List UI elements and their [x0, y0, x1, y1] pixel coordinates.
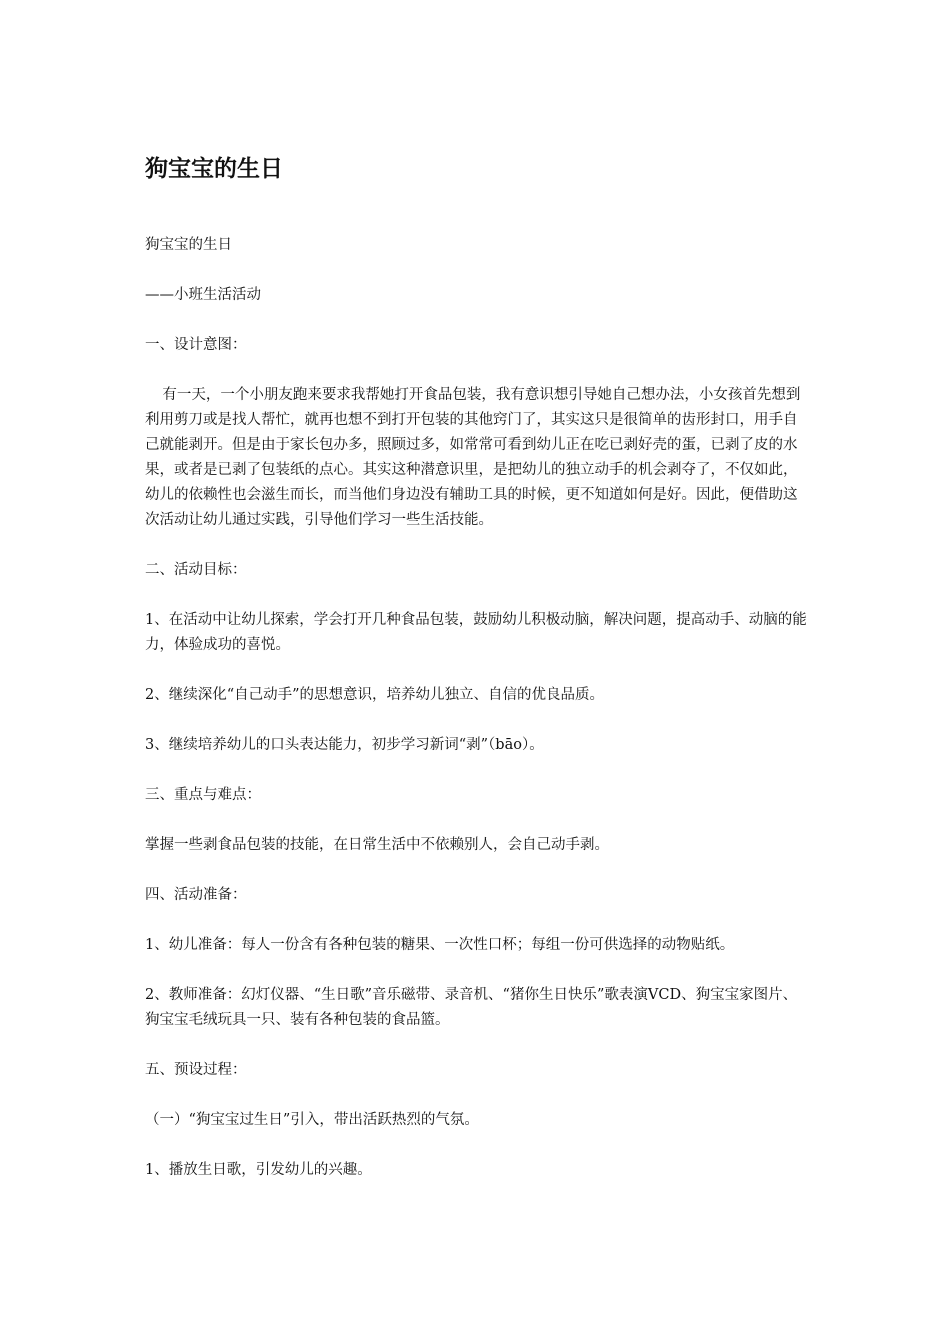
- section-heading-process: 五、预设过程：: [145, 1062, 247, 1078]
- subtitle: 狗宝宝的生日: [145, 237, 232, 253]
- document-title: 狗宝宝的生日: [145, 156, 283, 182]
- key-points-paragraph: 掌握一些剥食品包装的技能，在日常生活中不依赖别人，会自己动手剥。: [145, 837, 609, 853]
- activity-type: ——小班生活活动: [145, 287, 261, 303]
- goal-item-3: 3、继续培养幼儿的口头表达能力，初步学习新词“剥”（bāo）。: [145, 737, 544, 753]
- preparation-item-1: 1、幼儿准备：每人一份含有各种包装的糖果、一次性口杯；每组一份可供选择的动物贴纸。: [145, 937, 735, 953]
- design-intent-paragraph: 有一天，一个小朋友跑来要求我帮她打开食品包装，我有意识想引导她自己想办法，小女孩首先想到利用剪刀或是找人帮忙，就再也想不到打开包装的其他窍门了，其实这只是很简单的齿形封口，用手自己就能剥开。但是由于家长包办多，照顾过多，如常常可看到幼儿正在吃已剥好壳的蛋，已剥了皮的水果，或者是已剥了包装纸的点心。其实这种潜意识里，是把幼儿的独立动手的机会剥夺了，不仅如此，幼儿的依赖性也会滋生而长，而当他们身边没有辅助工具的时候，更不知道如何是好。因此，便借助这次活动让幼儿通过实践，引导他们学习一些生活技能。: [145, 387, 801, 528]
- goal-item-2: 2、继续深化“自己动手”的思想意识，培养幼儿独立、自信的优良品质。: [145, 687, 605, 703]
- process-item-1: 1、播放生日歌，引发幼儿的兴趣。: [145, 1162, 372, 1178]
- document-body: [145, 233, 810, 1208]
- section-heading-design-intent: 一、设计意图：: [145, 337, 247, 353]
- section-heading-goals: 二、活动目标：: [145, 562, 247, 578]
- section-heading-preparation: 四、活动准备：: [145, 887, 247, 903]
- section-heading-key-points: 三、重点与难点：: [145, 787, 261, 803]
- goal-item-1: 1、在活动中让幼儿探索，学会打开几种食品包装，鼓励幼儿积极动脑，解决问题，提高动手、动脑的能力，体验成功的喜悦。: [145, 612, 807, 653]
- preparation-item-2: 2、教师准备：幻灯仪器、“生日歌”音乐磁带、录音机、“猪你生日快乐”歌表演VCD、狗宝宝家图片、狗宝宝毛绒玩具一只、装有各种包装的食品篮。: [145, 987, 798, 1028]
- process-step-heading: （一）“狗宝宝过生日”引入，带出活跃热烈的气氛。: [145, 1112, 479, 1128]
